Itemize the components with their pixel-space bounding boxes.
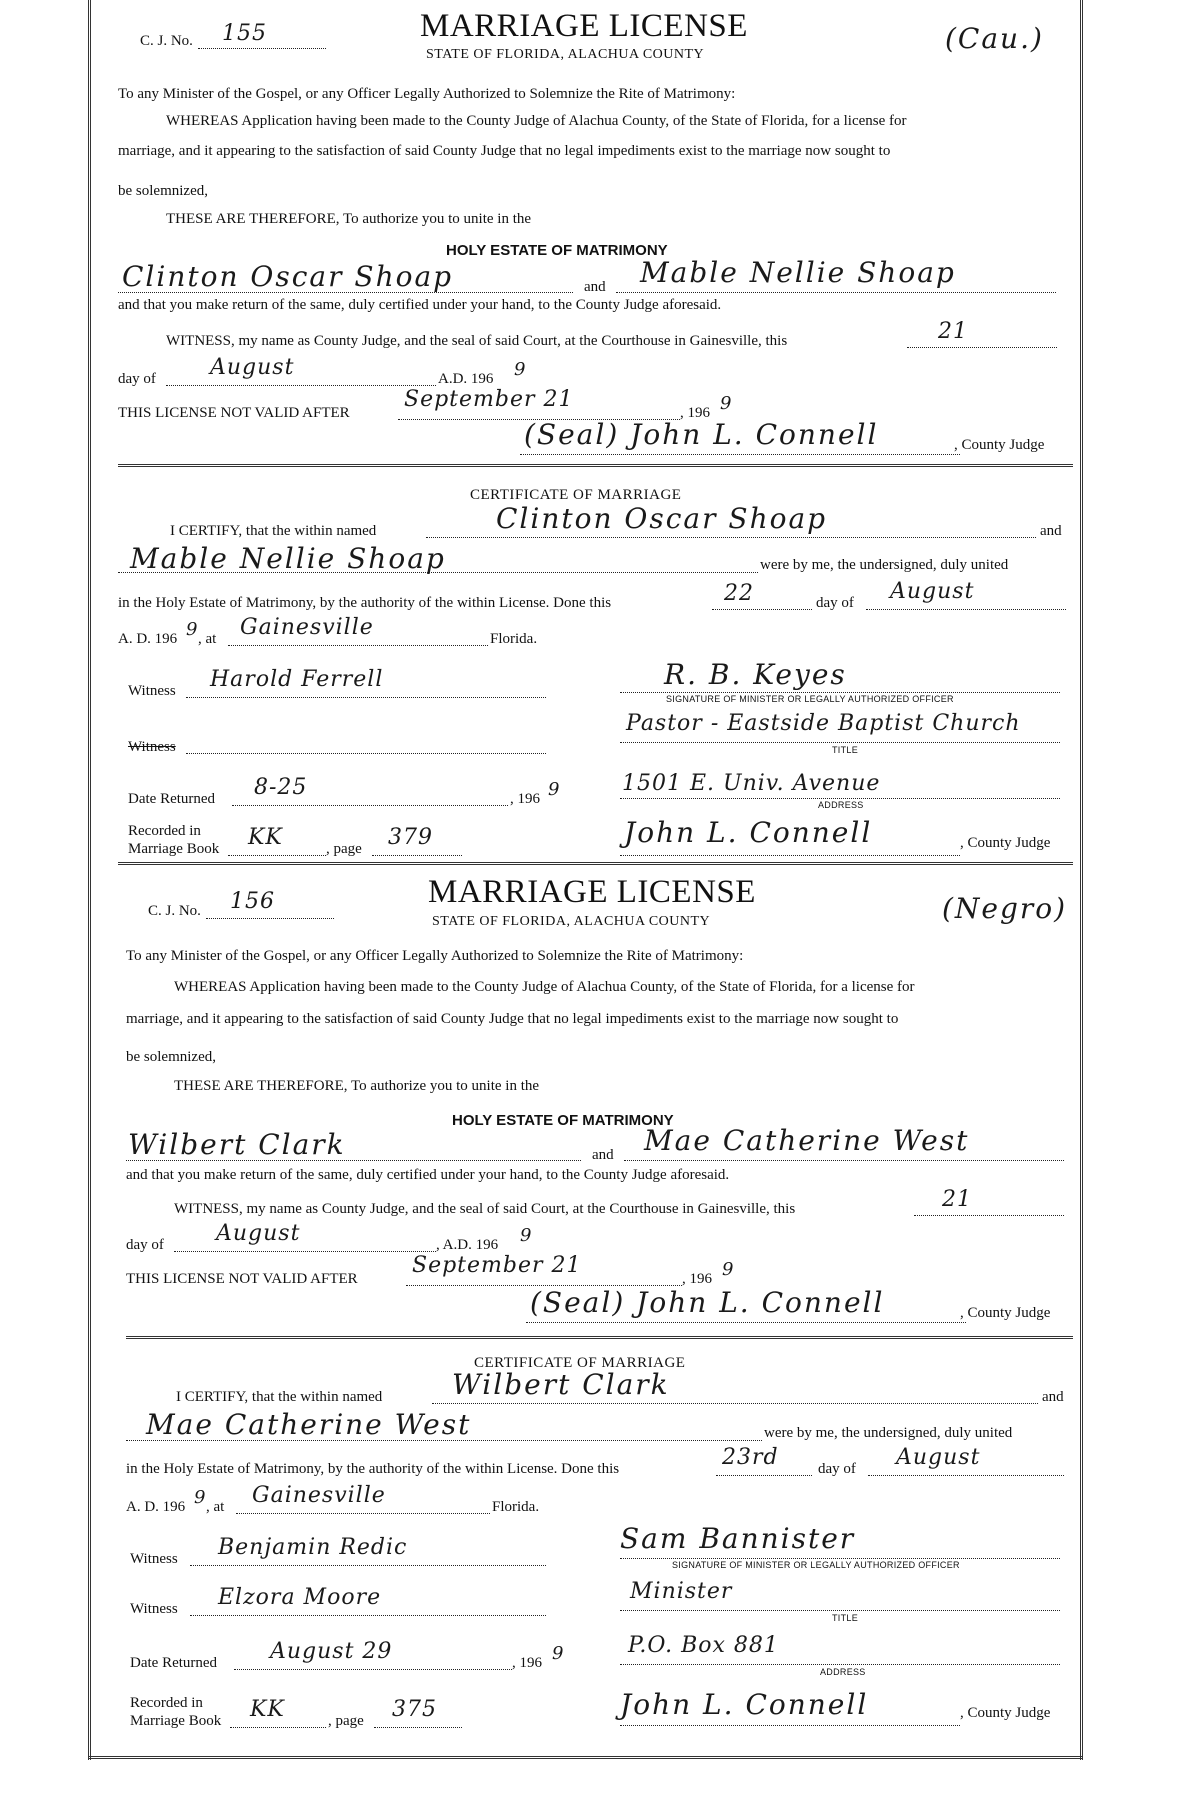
date-returned: August 29 [270, 1639, 393, 1664]
officer-address-line [620, 798, 1060, 799]
issue-day: 21 [938, 319, 968, 344]
cert-judge-signature: John L. Connell [624, 816, 873, 849]
cert-ad-year-digit: 9 [186, 619, 198, 640]
date-returned-line [234, 1669, 512, 1670]
cj-number: 156 [230, 889, 275, 914]
holy-estate-line: in the Holy Estate of Matrimony, by the authority of the within License. Done this [126, 1461, 620, 1477]
title-caption: TITLE [832, 1613, 859, 1623]
day-of-label: day of [118, 371, 156, 387]
certificate-heading: CERTIFICATE OF MARRIAGE [470, 487, 682, 503]
whereas-line-1: WHEREAS Application having been made to the County Judge of Alachua County, of the State of Florida, for a license for [166, 113, 907, 129]
license-subtitle: STATE OF FLORIDA, ALACHUA COUNTY [426, 47, 705, 62]
marriage-place: Gainesville [240, 615, 374, 640]
license-subtitle: STATE OF FLORIDA, ALACHUA COUNTY [432, 914, 711, 929]
whereas-line-2: marriage, and it appearing to the satisfaction of said County Judge that no legal impediments exist to the marriage now sought to [118, 143, 891, 159]
officer-title-line [620, 742, 1060, 743]
issue-month: August [210, 355, 295, 380]
witness1-label: Witness [128, 683, 176, 699]
divider-3 [126, 1336, 1073, 1339]
date-returned-year-prefix: , 196 [510, 791, 540, 807]
expiry-year-digit: 9 [722, 1259, 734, 1280]
book-page: 379 [388, 825, 433, 850]
date-returned: 8-25 [254, 775, 308, 800]
cert-judge-line [620, 1725, 960, 1726]
cert-and-label: and [1040, 523, 1062, 539]
cert-county-judge-label: , County Judge [960, 1705, 1051, 1721]
done-day-line [716, 1475, 812, 1476]
cert-ad-year-digit: 9 [194, 1487, 206, 1508]
officer-signature-line [620, 692, 1060, 693]
were-by-me-line: were by me, the undersigned, duly united [764, 1425, 1013, 1441]
witness1-label: Witness [130, 1551, 178, 1567]
marriage-book-label: Marriage Book [130, 1713, 222, 1729]
address-caption: ADDRESS [820, 1667, 866, 1677]
judge-signature: (Seal) John L. Connell [530, 1286, 885, 1319]
bride-line [616, 292, 1056, 293]
officer-title: Pastor - Eastside Baptist Church [626, 711, 1021, 736]
cert-groom-line [432, 1403, 1038, 1404]
cert-judge-signature: John L. Connell [620, 1688, 869, 1721]
expiry-year-digit: 9 [720, 393, 732, 414]
book-line [230, 1727, 326, 1728]
return-line: and that you make return of the same, duly certified under your hand, to the County Judge aforesaid. [118, 297, 722, 313]
done-day-line [712, 609, 812, 610]
officer-address: P.O. Box 881 [628, 1633, 779, 1658]
expiry-year-prefix: , 196 [680, 405, 710, 421]
issue-year-digit: 9 [520, 1225, 532, 1246]
recorded-in-label: Recorded in [130, 1695, 203, 1711]
cert-ad-label: A. D. 196 [118, 631, 178, 647]
whereas-line-1: WHEREAS Application having been made to the County Judge of Alachua County, of the State of Florida, for a license for [174, 979, 915, 995]
officer-signature-caption: SIGNATURE OF MINISTER OR LEGALLY AUTHORIZED OFFICER [666, 694, 954, 704]
done-month: August [890, 579, 975, 604]
bride-line [624, 1160, 1064, 1161]
issue-day-line [907, 347, 1057, 348]
date-returned-label: Date Returned [128, 791, 216, 807]
cert-at-label: , at [206, 1499, 225, 1515]
marriage-book: KK [248, 825, 283, 850]
cj-label: C. J. No. [140, 33, 193, 49]
witness1-name: Benjamin Redic [218, 1535, 408, 1560]
witness1-line [186, 697, 546, 698]
done-day-of-label: day of [816, 595, 854, 611]
ad-label: A.D. 196 [438, 371, 494, 387]
date-returned-year-digit: 9 [552, 1643, 564, 1664]
florida-label: Florida. [490, 631, 538, 647]
cert-judge-line [620, 855, 960, 856]
license-title: MARRIAGE LICENSE [420, 8, 748, 44]
cert-groom-line [426, 537, 1036, 538]
day-of-label: day of [126, 1237, 164, 1253]
county-judge-label: , County Judge [960, 1305, 1051, 1321]
expiry-date: September 21 [412, 1253, 582, 1278]
officer-signature: R. B. Keyes [664, 658, 847, 691]
cj-number-line [206, 918, 334, 919]
cert-at-label: , at [198, 631, 217, 647]
issue-month: August [216, 1221, 301, 1246]
page-line [372, 855, 462, 856]
issue-year-digit: 9 [514, 359, 526, 380]
issue-day: 21 [942, 1187, 972, 1212]
judge-signature: (Seal) John L. Connell [524, 418, 879, 451]
marriage-book: KK [250, 1697, 285, 1722]
page-border-left [88, 0, 91, 1760]
date-returned-year-prefix: , 196 [512, 1655, 542, 1671]
witness-line: WITNESS, my name as County Judge, and the seal of said Court, at the Courthouse in Gainesville, this [174, 1201, 796, 1217]
florida-label: Florida. [492, 1499, 540, 1515]
cert-ad-label: A. D. 196 [126, 1499, 186, 1515]
issue-month-line [174, 1251, 436, 1252]
certify-label: I CERTIFY, that the within named [176, 1389, 383, 1405]
groom-name: Clinton Oscar Shoap [122, 260, 454, 293]
race-annotation: (Cau.) [945, 22, 1044, 55]
whereas-line-3: be solemnized, [118, 183, 208, 199]
done-day: 22 [724, 581, 754, 606]
cj-number-line [198, 48, 326, 49]
done-month-line [868, 1475, 1064, 1476]
place-line [236, 1513, 490, 1514]
holy-estate-heading: HOLY ESTATE OF MATRIMONY [452, 1112, 674, 1129]
certificate-heading: CERTIFICATE OF MARRIAGE [474, 1355, 686, 1371]
marriage-place: Gainesville [252, 1483, 386, 1508]
witness1-name: Harold Ferrell [210, 667, 384, 692]
done-month-line [866, 609, 1066, 610]
address-caption: ADDRESS [818, 800, 864, 810]
ad-label: , A.D. 196 [436, 1237, 499, 1253]
officer-signature-line [620, 1558, 1060, 1559]
cert-county-judge-label: , County Judge [960, 835, 1051, 851]
cert-groom-name: Clinton Oscar Shoap [496, 502, 828, 535]
recorded-in-label: Recorded in [128, 823, 201, 839]
place-line [228, 645, 488, 646]
groom-name: Wilbert Clark [128, 1128, 346, 1161]
done-day: 23rd [722, 1445, 779, 1470]
date-returned-label: Date Returned [130, 1655, 218, 1671]
divider-2 [118, 862, 1073, 865]
issue-month-line [166, 385, 436, 386]
divider-1 [118, 464, 1073, 467]
and-label: and [592, 1147, 614, 1163]
judge-signature-line [520, 454, 960, 455]
officer-signature: Sam Bannister [620, 1522, 856, 1555]
return-line: and that you make return of the same, duly certified under your hand, to the County Judge aforesaid. [126, 1167, 730, 1183]
page-border-right [1080, 0, 1083, 1760]
date-returned-year-digit: 9 [548, 779, 560, 800]
page-label: , page [326, 841, 362, 857]
expiry-year-prefix: , 196 [682, 1271, 712, 1287]
and-label: and [584, 279, 606, 295]
date-returned-line [232, 805, 508, 806]
judge-signature-line [526, 1322, 966, 1323]
witness1-line [190, 1565, 546, 1566]
officer-title: Minister [630, 1579, 733, 1604]
were-by-me-line: were by me, the undersigned, duly united [760, 557, 1009, 573]
officer-address-line [620, 1664, 1060, 1665]
not-valid-label: THIS LICENSE NOT VALID AFTER [126, 1271, 358, 1287]
page-line [374, 1727, 462, 1728]
county-judge-label: , County Judge [954, 437, 1045, 453]
intro-line: To any Minister of the Gospel, or any Officer Legally Authorized to Solemnize the Rite of Matrimony: [126, 948, 744, 964]
therefore-line: THESE ARE THEREFORE, To authorize you to unite in the [174, 1078, 540, 1094]
whereas-line-3: be solemnized, [126, 1049, 216, 1065]
whereas-line-2: marriage, and it appearing to the satisfaction of said County Judge that no legal impediments exist to the marriage now sought to [126, 1011, 899, 1027]
intro-line: To any Minister of the Gospel, or any Officer Legally Authorized to Solemnize the Rite of Matrimony: [118, 86, 736, 102]
witness2-line [186, 753, 546, 754]
witness2-label: Witness [128, 739, 176, 755]
cj-label: C. J. No. [148, 903, 201, 919]
license-title: MARRIAGE LICENSE [428, 874, 756, 910]
expiry-date: September 21 [404, 387, 574, 412]
cj-number: 155 [222, 21, 267, 46]
race-annotation: (Negro) [942, 892, 1068, 925]
cert-bride-name: Mae Catherine West [146, 1408, 472, 1441]
officer-title-line [620, 1610, 1060, 1611]
officer-signature-caption: SIGNATURE OF MINISTER OR LEGALLY AUTHORIZED OFFICER [672, 1560, 960, 1570]
witness2-label: Witness [130, 1601, 178, 1617]
cert-bride-name: Mable Nellie Shoap [130, 542, 446, 575]
bride-name: Mable Nellie Shoap [640, 256, 956, 289]
marriage-book-label: Marriage Book [128, 841, 220, 857]
officer-address: 1501 E. Univ. Avenue [622, 771, 881, 796]
witness2-line [190, 1615, 546, 1616]
book-line [228, 855, 326, 856]
cert-groom-name: Wilbert Clark [452, 1368, 670, 1401]
certify-label: I CERTIFY, that the within named [170, 523, 377, 539]
holy-estate-heading: HOLY ESTATE OF MATRIMONY [446, 242, 668, 259]
page-label: , page [328, 1713, 364, 1729]
not-valid-label: THIS LICENSE NOT VALID AFTER [118, 405, 350, 421]
bride-name: Mae Catherine West [644, 1124, 970, 1157]
title-caption: TITLE [832, 745, 859, 755]
cert-and-label: and [1042, 1389, 1064, 1405]
done-day-of-label: day of [818, 1461, 856, 1477]
page-border-bottom [88, 1756, 1083, 1759]
issue-day-line [914, 1215, 1064, 1216]
witness2-name: Elzora Moore [218, 1585, 382, 1610]
witness-line: WITNESS, my name as County Judge, and the seal of said Court, at the Courthouse in Gainesville, this [166, 333, 788, 349]
therefore-line: THESE ARE THEREFORE, To authorize you to unite in the [166, 211, 532, 227]
book-page: 375 [392, 1697, 437, 1722]
holy-estate-line: in the Holy Estate of Matrimony, by the authority of the within License. Done this [118, 595, 612, 611]
done-month: August [896, 1445, 981, 1470]
